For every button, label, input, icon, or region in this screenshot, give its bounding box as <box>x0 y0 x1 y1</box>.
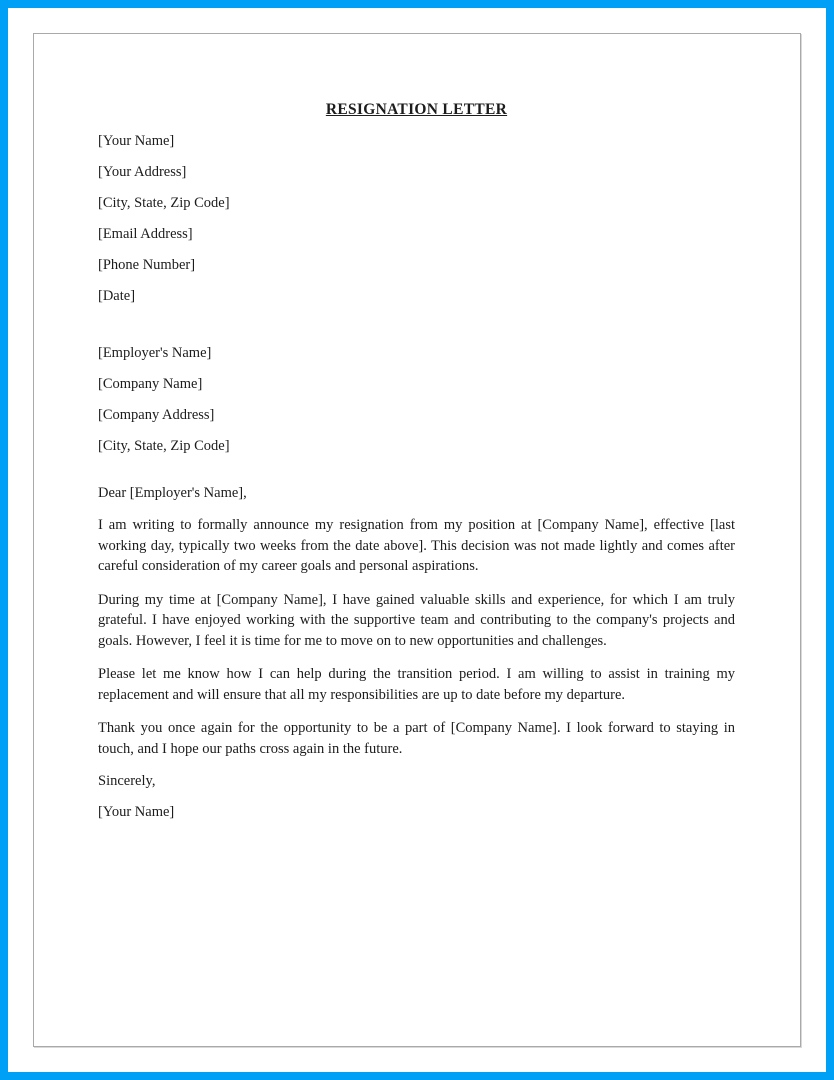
sender-name: [Your Name] <box>98 133 175 149</box>
closing: Sincerely, <box>98 773 156 789</box>
sender-city-state-zip: [City, State, Zip Code] <box>98 195 230 211</box>
signature-name: [Your Name] <box>98 804 175 820</box>
sender-block <box>98 132 735 305</box>
salutation: Dear [Employer's Name], <box>98 485 247 501</box>
sender-email: [Email Address] <box>98 226 193 242</box>
sender-address: [Your Address] <box>98 164 187 180</box>
letter-page <box>33 33 801 1047</box>
body-paragraph-1: I am writing to formally announce my resignation from my position at [Company Name], effective [last working day, typically two weeks from the date above]. This decision was not made lightly and comes after careful consideration of my career goals and personal aspirations. <box>98 517 735 574</box>
sender-phone: [Phone Number] <box>98 257 196 273</box>
body-paragraph-2: During my time at [Company Name], I have gained valuable skills and experience, for which I am truly grateful. I have enjoyed working with the supportive team and contributing to the company's projects and goals. However, I feel it is time for me to move on to new opportunities and challenges. <box>98 591 735 649</box>
letter-title: RESIGNATION LETTER <box>325 101 508 118</box>
company-city-state-zip: [City, State, Zip Code] <box>98 438 230 454</box>
recipient-block <box>98 344 735 455</box>
employer-name: [Employer's Name] <box>98 345 212 361</box>
company-name: [Company Name] <box>98 376 203 392</box>
body-paragraph-4: Thank you once again for the opportunity to be a part of [Company Name]. I look forward to staying in touch, and I hope our paths cross again in the future. <box>98 720 735 757</box>
letter-date: [Date] <box>98 288 136 304</box>
company-address: [Company Address] <box>98 407 215 423</box>
body-paragraph-3: Please let me know how I can help during the transition period. I am willing to assist in training my replacement and will ensure that all my responsibilities are up to date before my departure. <box>98 666 735 703</box>
